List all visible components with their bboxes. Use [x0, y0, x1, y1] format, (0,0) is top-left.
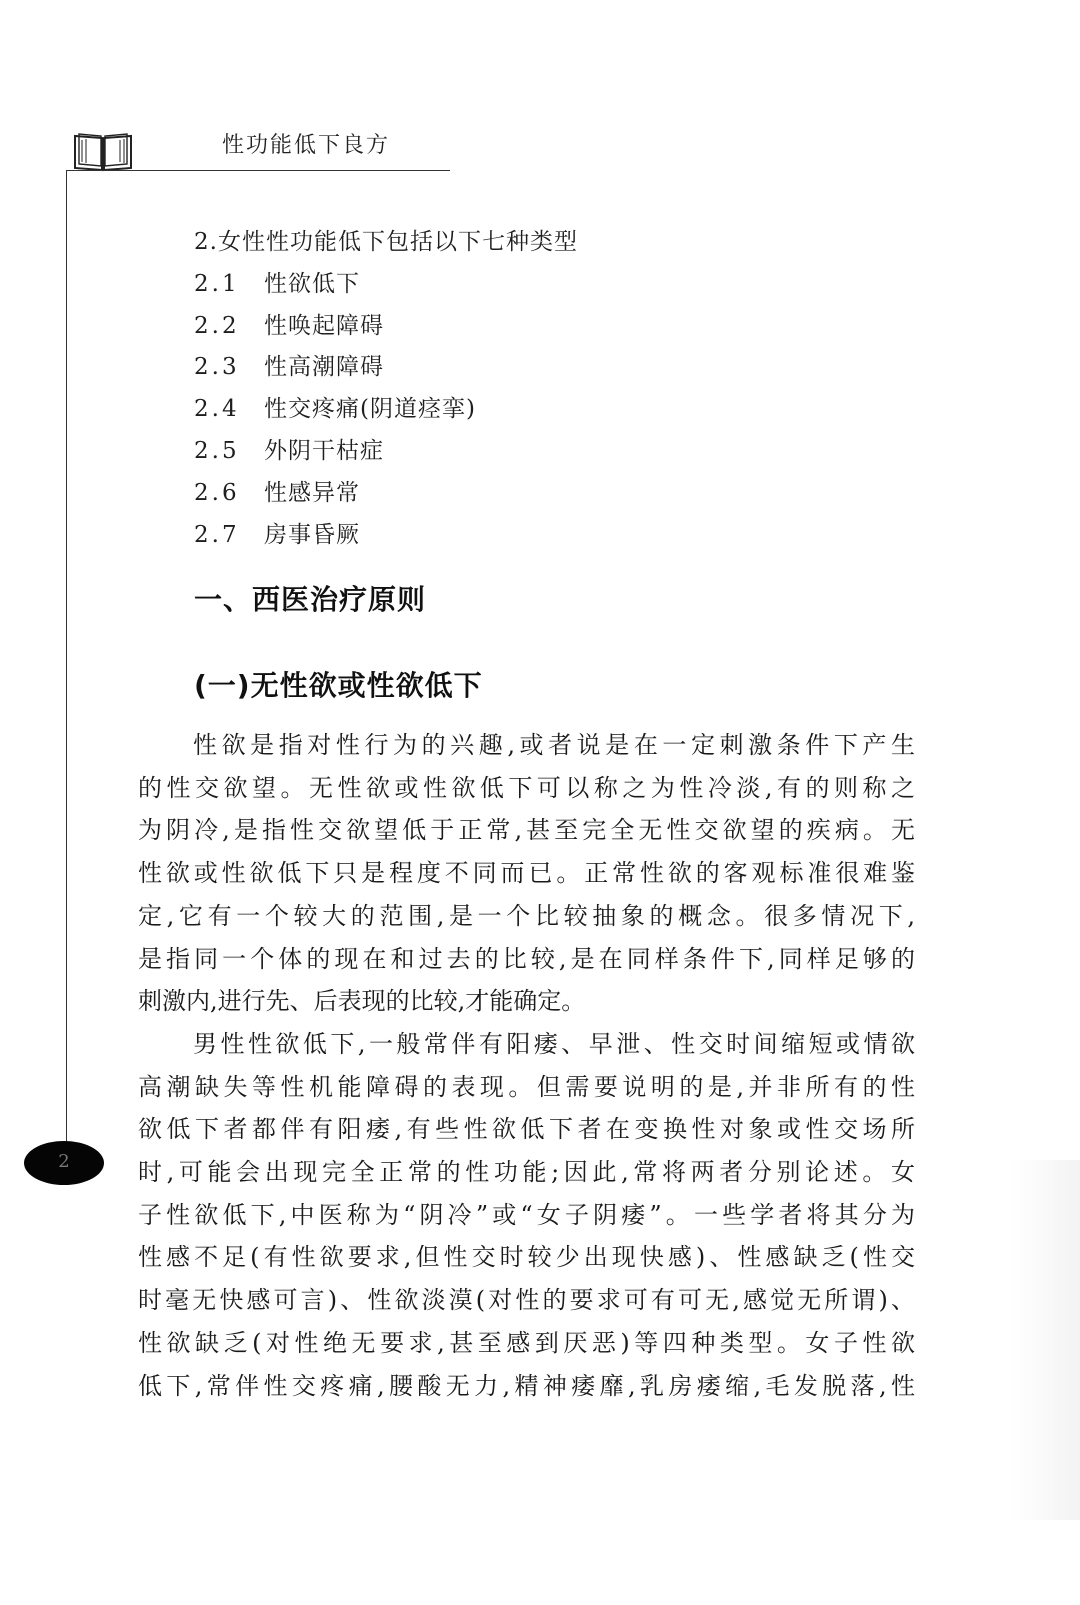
list-item: [194, 306, 578, 348]
page-edge-shadow: [1010, 1160, 1080, 1520]
list-item: [194, 347, 578, 389]
paragraph-line: 性欲或性欲低下只是程度不同而已。正常性欲的客观标准很难鉴: [138, 859, 915, 888]
item-label: 性交疼痛(阴道痉挛): [264, 396, 476, 423]
item-label: 外阴干枯症: [264, 437, 384, 464]
item-number: 2.6: [194, 479, 240, 506]
paragraph-line: 性欲缺乏(对性绝无要求,甚至感到厌恶)等四种类型。女子性欲: [138, 1328, 915, 1357]
type-list: [194, 222, 578, 556]
item-number: 2.2: [194, 312, 240, 339]
margin-rule: [66, 170, 67, 1150]
paragraph-line: 刺激内,进行先、后表现的比较,才能确定。: [138, 987, 586, 1016]
header-rule: [66, 170, 450, 171]
item-label: 性唤起障碍: [264, 312, 384, 339]
list-item: [194, 515, 578, 557]
list-item: [194, 264, 578, 306]
paragraph-line: 性欲是指对性行为的兴趣,或者说是在一定刺激条件下产生: [193, 731, 915, 759]
paragraph-line: 的性交欲望。无性欲或性欲低下可以称之为性冷淡,有的则称之: [138, 773, 915, 802]
body-text: [138, 724, 915, 1407]
item-number: 2.4: [194, 396, 240, 423]
item-label: 性感异常: [264, 479, 360, 506]
item-number: 2.1: [194, 270, 240, 297]
paragraph-line: 为阴冷,是指性交欲望低于正常,甚至完全无性交欲望的疾病。无: [138, 816, 915, 845]
running-head-title: 性功能低下良方: [222, 133, 391, 158]
item-label: 性欲低下: [264, 270, 360, 297]
open-book-icon: [72, 128, 134, 172]
page-number-tab: [24, 1141, 104, 1185]
paragraph-line: 子性欲低下,中医称为“阴冷”或“女子阴痿”。一些学者将其分为: [138, 1200, 915, 1229]
paragraph-line: 男性性欲低下,一般常伴有阳痿、早泄、性交时间缩短或情欲: [193, 1029, 915, 1058]
paragraph-line: 时,可能会出现完全正常的性功能;因此,常将两者分别论述。女: [138, 1158, 915, 1187]
paragraph-line: 时毫无快感可言)、性欲淡漠(对性的要求可有可无,感觉无所谓)、: [138, 1286, 915, 1315]
paragraph-line: 低下,常伴性交疼痛,腰酸无力,精神痿靡,乳房痿缩,毛发脱落,性: [138, 1371, 915, 1400]
page-number: 2: [58, 1150, 70, 1172]
paragraph-line: 性感不足(有性欲要求,但性交时较少出现快感)、性感缺乏(性交: [138, 1243, 915, 1272]
paragraph-line: 欲低下者都伴有阳痿,有些性欲低下者在变换性对象或性交场所: [138, 1115, 915, 1144]
section-heading: 一、西医治疗原则: [194, 583, 427, 616]
paragraph-line: 定,它有一个较大的范围,是一个比较抽象的概念。很多情况下,: [138, 901, 915, 930]
paragraph-line: 高潮缺失等性机能障碍的表现。但需要说明的是,并非所有的性: [138, 1072, 915, 1101]
list-item: [194, 473, 578, 515]
item-number: 2.7: [194, 521, 240, 548]
item-number: 2.5: [194, 437, 240, 464]
paragraph-line: 是指同一个体的现在和过去的比较,是在同样条件下,同样足够的: [138, 944, 915, 973]
type-list-heading: 2.女性性功能低下包括以下七种类型: [194, 229, 578, 255]
item-label: 房事昏厥: [264, 521, 360, 548]
list-item: [194, 431, 578, 473]
item-number: 2.3: [194, 354, 240, 381]
list-item: [194, 389, 578, 431]
subsection-heading: (一)无性欲或性欲低下: [194, 669, 483, 702]
item-label: 性高潮障碍: [264, 354, 384, 381]
